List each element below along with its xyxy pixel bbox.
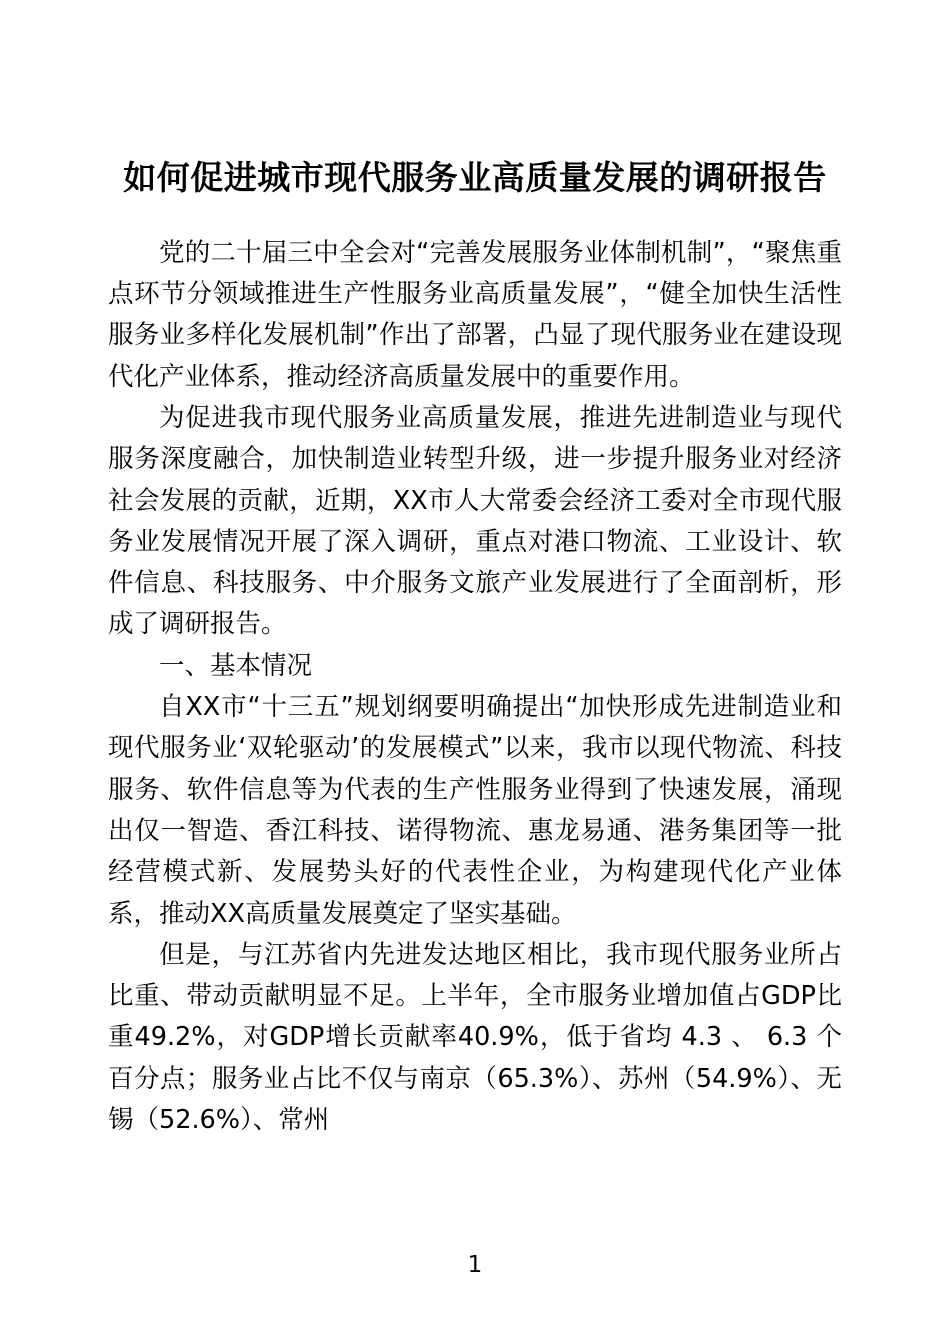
paragraph-1: 党的二十届三中全会对“完善发展服务业体制机制”，“聚焦重点环节分领域推进生产性服务业高质量发展”，“健全加快生活性服务业多样化发展机制”作出了部署，凸显了现代服务业在建设现代化产业体系，推动经济高质量发展中的重要作用。 [108,237,842,392]
section-heading-1: 一、基本情况 [159,650,313,681]
paragraph-2: 为促进我市现代服务业高质量发展，推进先进制造业与现代服务深度融合，加快制造业转型升级，进一步提升服务业对经济社会发展的贡献，近期，XX市人大常委会经济工委对全市现代服务业发展情况开展了深入调研，重点对港口物流、工业设计、软件信息、科技服务、中介服务文旅产业发展进行了全面剖析，形成了调研报告。 [108,402,842,640]
paragraph-4: 但是，与江苏省内先进发达地区相比，我市现代服务业所占比重、带动贡献明显不足。上半年，全市服务业增加值占GDP比重49.2%，对GDP增长贡献率40.9%，低于省均 4.3 、 6.3 个百分点；服务业占比不仅与南京（65.3%）、苏州（54.9%）、无锡（52.6%）、常州 [108,939,842,1135]
page-number: 1 [467,1252,483,1278]
page-title: 如何促进城市现代服务业高质量发展的调研报告 [123,158,827,197]
paragraph-3: 自XX市“十三五”规划纲要明确提出“加快形成先进制造业和现代服务业‘双轮驱动’的发展模式”以来，我市以现代物流、科技服务、软件信息等为代表的生产性服务业得到了快速发展，涌现出仅一智造、香江科技、诺得物流、惠龙易通、港务集团等一批经营模式新、发展势头好的代表性企业，为构建现代化产业体系，推动XX高质量发展奠定了坚实基础。 [108,692,842,929]
